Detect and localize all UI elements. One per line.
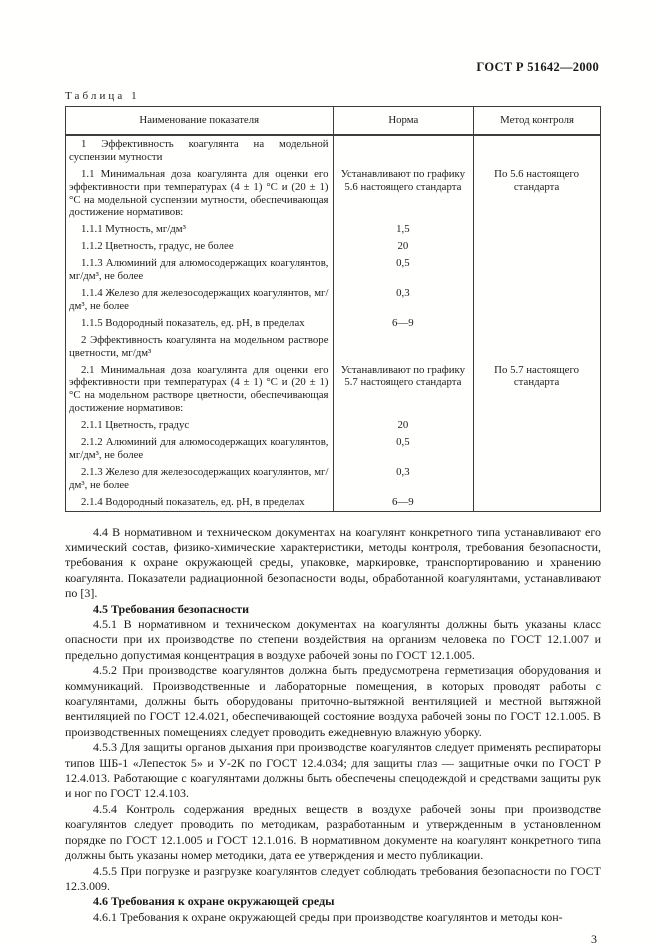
table-cell-name: 2.1.1 Цветность, градус: [81, 419, 190, 432]
table-row: [66, 434, 601, 464]
table-row: [66, 238, 601, 255]
column-header-method: Метод контроля: [474, 107, 601, 135]
table-cell-norm: 0,3: [333, 464, 474, 494]
table-row: [66, 494, 601, 511]
table-row: [66, 362, 601, 418]
table-cell-name: 2.1.2 Алюминий для алюмосодержащих коагулянтов, мг/дм³, не более: [69, 436, 329, 461]
table-cell-norm: 6—9: [333, 494, 474, 511]
table-cell-norm: [333, 135, 474, 166]
table-cell-name: 1 Эффективность коагулянта на модельной суспензии мутности: [69, 137, 329, 163]
paragraph: 4.5.5 При погрузке и разгрузке коагулянтов следует соблюдать требования безопасности по ГОСТ 12.3.009.: [65, 863, 601, 893]
paragraph: 4.4 В нормативном и техническом документах на коагулянт конкретного типа устанавливают его химический состав, физико-химические характеристики, методы контроля, требования безопасности, требования к охране окружающей среды, упаковке, маркировке, транспортированию и хранению коагулянта. Показатели радиационной безопасности воды, обработанной коагулянтами, устанавливают по [3].: [65, 524, 601, 601]
table-row: [66, 417, 601, 434]
table-cell-norm: Устанавливают по графику 5.7 настоящего стандарта: [333, 362, 474, 418]
table-cell-norm: 0,5: [333, 255, 474, 285]
spec-table-body: [66, 135, 601, 511]
table-row: [66, 135, 601, 166]
table-caption: Таблица 1: [65, 90, 140, 102]
paragraph: 4.6.1 Требования к охране окружающей среды при производстве коагулянтов и методы кон-: [93, 909, 563, 924]
table-cell-method: [474, 417, 601, 434]
paragraph: 4.5.1 В нормативном и техническом документах на коагулянты должны быть указаны класс опасности при их производстве по степени воздействия на организм человека по ГОСТ 12.1.007 и предельно допустимая концентрация в воздухе рабочей зоны по ГОСТ 12.1.005.: [65, 617, 601, 662]
table-cell-name: 1.1 Минимальная доза коагулянта для оценки его эффективности при температурах (4 ± 1) °С и (20 ± 1) °С на модельной суспензии мутности, обеспечивающая достижение нормативов:: [69, 167, 329, 219]
table-cell-name: 1.1.2 Цветность, градус, не более: [81, 240, 234, 253]
table-cell-name: 1.1.5 Водородный показатель, ед. pH, в пределах: [81, 316, 305, 329]
table-cell-method: [474, 238, 601, 255]
section-heading: 4.6 Требования к охране окружающей среды: [93, 894, 335, 909]
table-row: [66, 255, 601, 285]
paragraph: 4.5.4 Контроль содержания вредных веществ в воздухе рабочей зоны при производстве коагулянтов следует проводить по методикам, разработанным и утвержденным в установленном порядке по ГОСТ 12.1.005 и ГОСТ 12.1.016. В нормативном документе на коагулянт конкретного типа должны быть указаны номер методики, дата ее утверждения и место публикации.: [65, 801, 601, 863]
table-cell-name: 1.1.3 Алюминий для алюмосодержащих коагулянтов, мг/дм³, не более: [69, 257, 329, 283]
table-header-row: [66, 107, 601, 135]
table-cell-norm: 20: [333, 417, 474, 434]
table-cell-method: [474, 332, 601, 362]
table-row: [66, 221, 601, 238]
table-row: [66, 285, 601, 315]
table-cell-method: [474, 255, 601, 285]
spec-table: [65, 106, 601, 512]
table-cell-method: [474, 135, 601, 166]
table-cell-name: 1.1.4 Железо для железосодержащих коагулянтов, мг/дм³, не более: [69, 286, 329, 312]
table-row: [66, 464, 601, 494]
table-cell-norm: 0,5: [333, 434, 474, 464]
table-row: [66, 166, 601, 222]
table-cell-norm: 1,5: [333, 221, 474, 238]
table-cell-method: По 5.6 настоящего стандарта: [474, 166, 601, 222]
table-cell-method: [474, 434, 601, 464]
table-cell-name: 1.1.1 Мутность, мг/дм³: [81, 223, 186, 236]
table-cell-norm: Устанавливают по графику 5.6 настоящего стандарта: [333, 166, 474, 222]
table-row: [66, 315, 601, 332]
column-header-norm: Норма: [333, 107, 474, 135]
paragraph: 4.5.2 При производстве коагулянтов должна быть предусмотрена герметизация оборудования и коммуникаций. Производственные и лабораторные помещения, в которых проводят работы с коагулянтами, должны быть оборудованы приточно-вытяжной вентиляцией и местной вытяжной вентиляцией по ГОСТ 12.4.021, обеспечивающей состояние воздуха рабочей зоны по ГОСТ 12.1.005. В производственных помещениях следует проводить ежедневную влажную уборку.: [65, 663, 601, 739]
table-cell-norm: 0,3: [333, 285, 474, 315]
table-cell-method: [474, 315, 601, 332]
table-cell-method: По 5.7 настоящего стандарта: [474, 362, 601, 418]
table-cell-method: [474, 464, 601, 494]
section-heading: 4.5 Требования безопасности: [93, 601, 250, 616]
table-row: [66, 332, 601, 362]
body-text: [65, 525, 601, 926]
table-cell-norm: [333, 332, 474, 362]
table-cell-name: 2.1.4 Водородный показатель, ед. pH, в пределах: [81, 495, 305, 508]
table-cell-method: [474, 221, 601, 238]
doc-header: ГОСТ Р 51642—2000: [476, 60, 599, 74]
table-cell-norm: 20: [333, 238, 474, 255]
column-header-name: Наименование показателя: [66, 107, 334, 135]
table-cell-method: [474, 494, 601, 511]
table-cell-norm: 6—9: [333, 315, 474, 332]
table-cell-name: 2.1 Минимальная доза коагулянта для оценки его эффективности при температурах (4 ± 1) °С и (20 ± 1) °С на модельном растворе цветности, обеспечивающая достижение нормативов:: [69, 363, 329, 415]
page-number: 3: [591, 932, 597, 947]
paragraph: 4.5.3 Для защиты органов дыхания при производстве коагулянтов следует применять респираторы типов ШБ-1 «Лепесток 5» и У-2К по ГОСТ 12.4.034; для защиты глаз — защитные очки по ГОСТ Р 12.4.013. Работающие с коагулянтами должны быть обеспечены спецодеждой и средствами защиты рук и ног по ГОСТ 12.4.103.: [65, 740, 601, 801]
table-cell-name: 2 Эффективность коагулянта на модельном растворе цветности, мг/дм³: [69, 333, 329, 359]
table-cell-name: 2.1.3 Железо для железосодержащих коагулянтов, мг/дм³, не более: [69, 465, 329, 491]
table-cell-method: [474, 285, 601, 315]
